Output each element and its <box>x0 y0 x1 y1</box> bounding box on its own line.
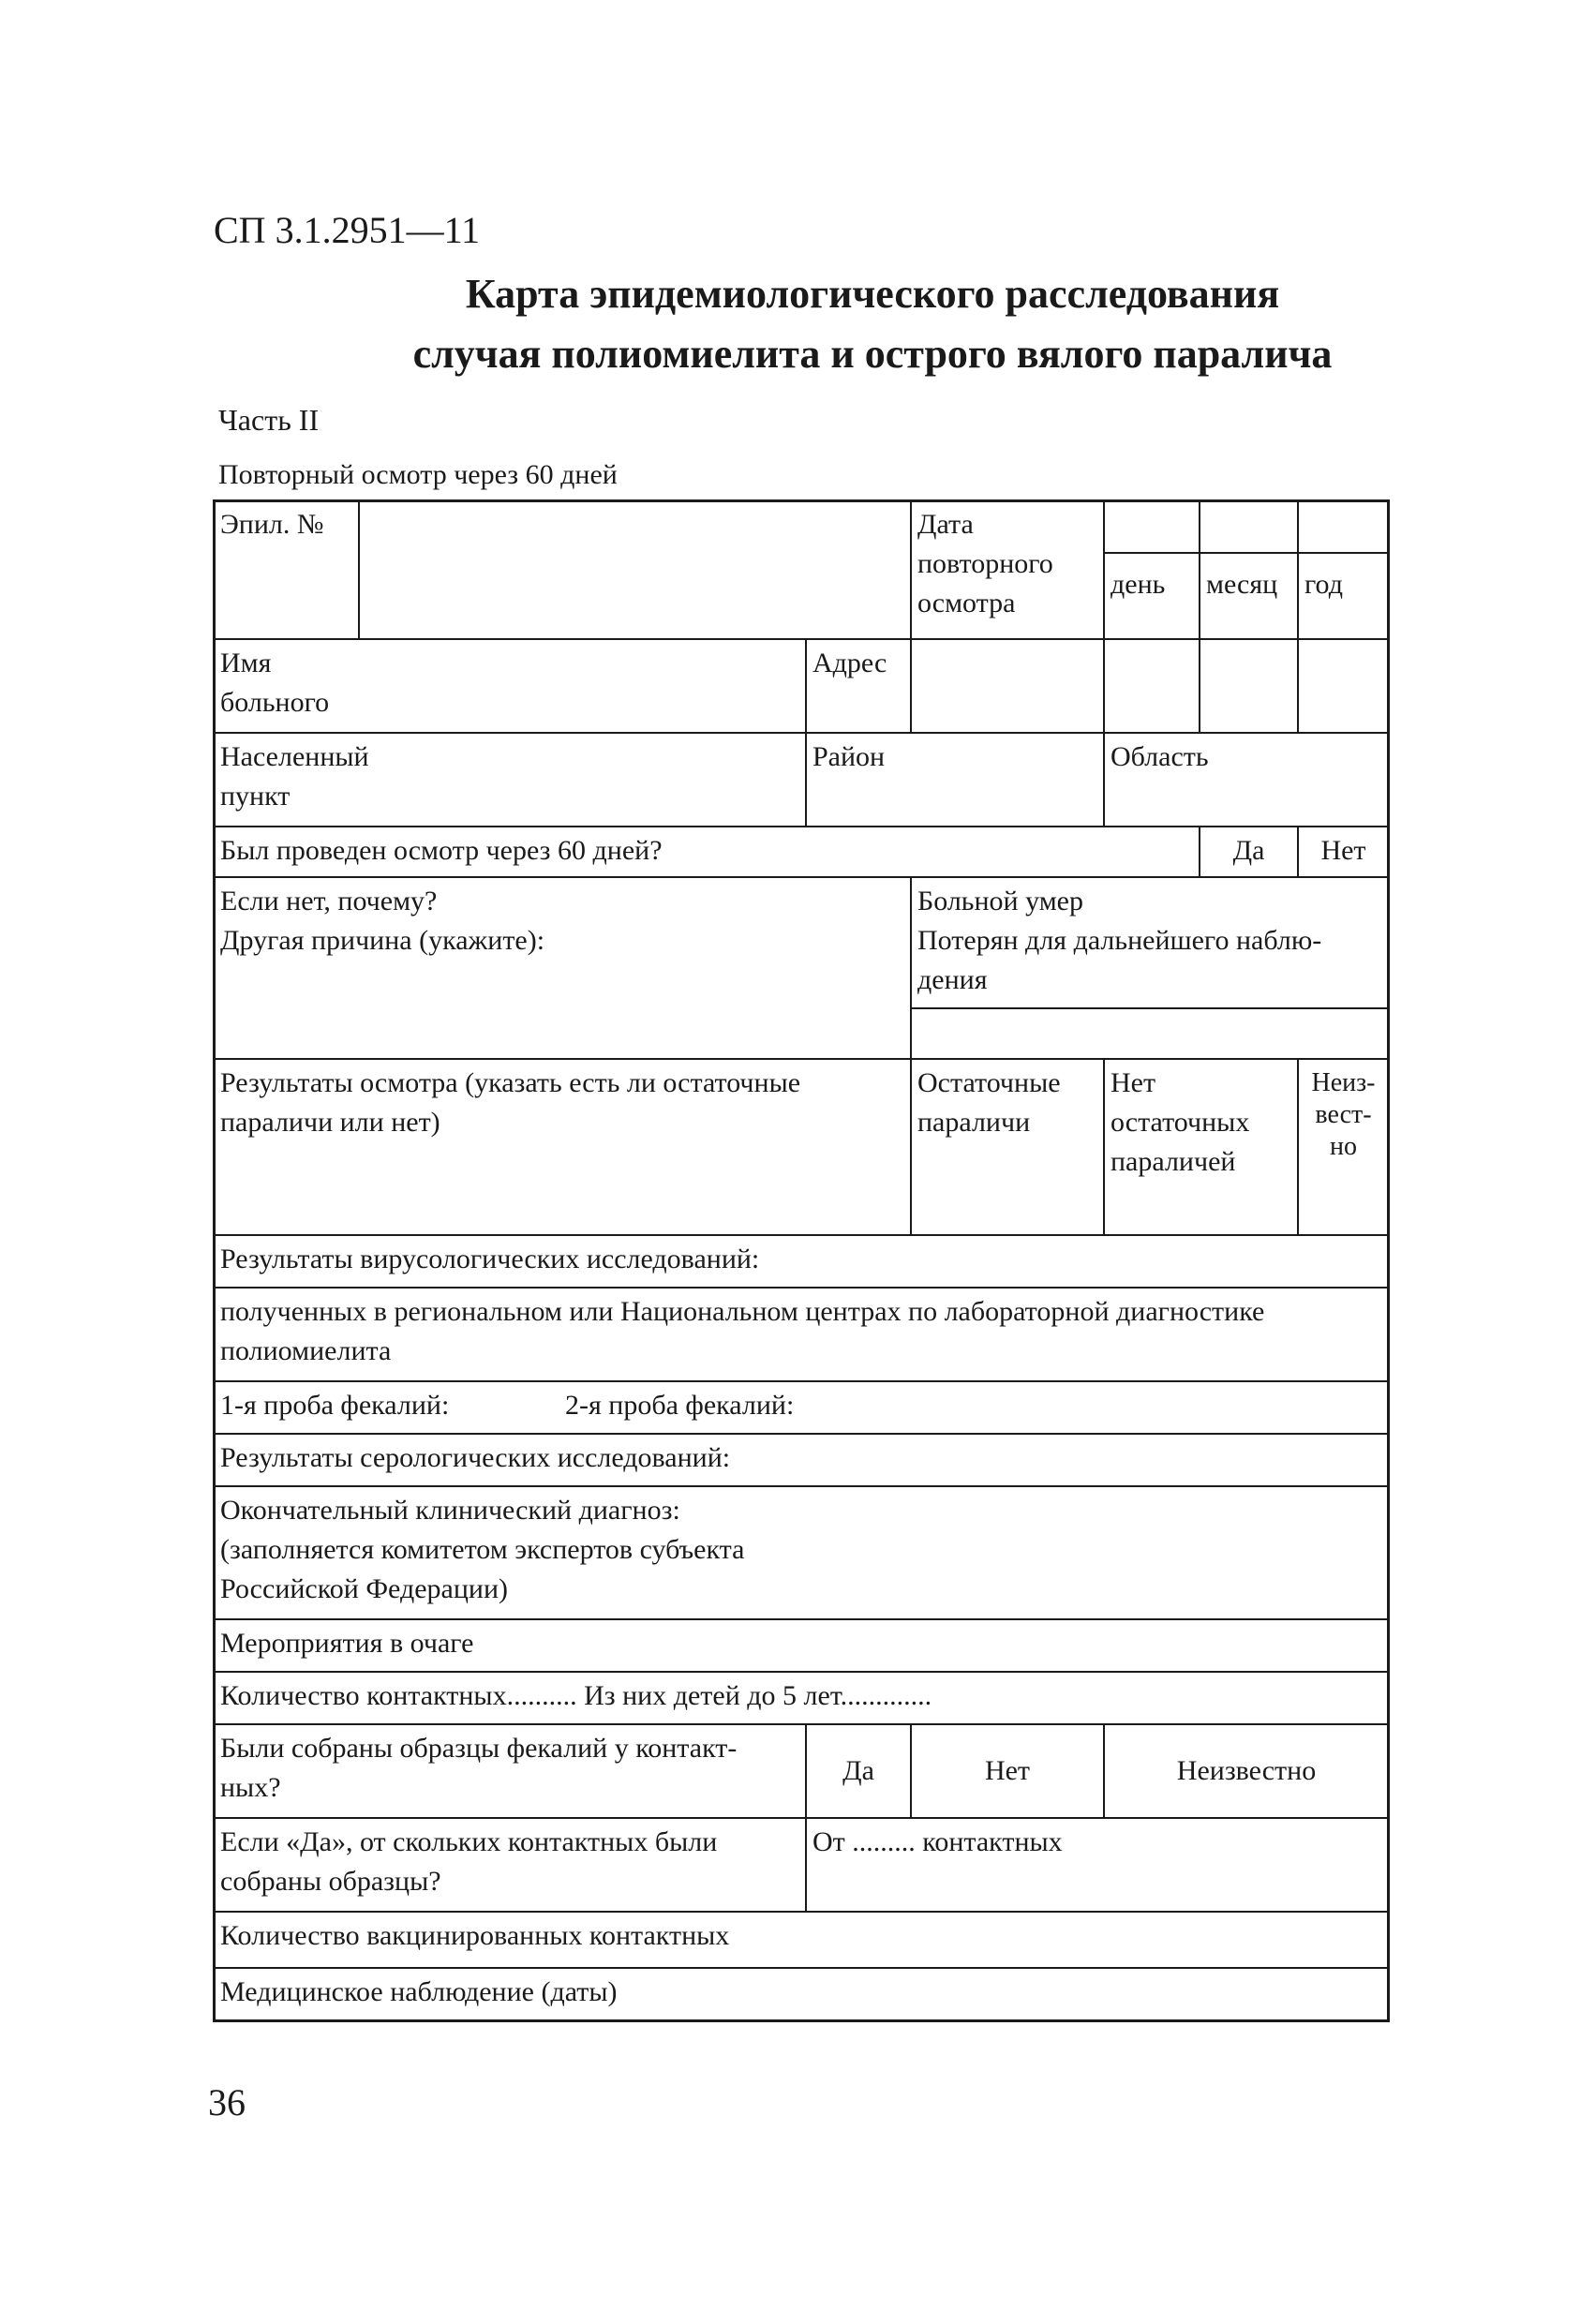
centers-row[interactable] <box>213 1287 1390 1382</box>
measures-row[interactable]: Мероприятия в очаге <box>213 1618 1390 1673</box>
option-text: Неиз- <box>1311 1068 1376 1097</box>
option-text: Нет <box>1111 1067 1156 1098</box>
date-label-line: Дата <box>917 509 974 540</box>
year-label: год <box>1297 552 1390 640</box>
option-text: параличей <box>1111 1146 1236 1177</box>
epid-label-cell <box>213 499 360 640</box>
settlement-label: Населенный <box>220 741 369 772</box>
option-text: вест- <box>1315 1100 1372 1129</box>
district-cell[interactable]: Район <box>805 732 1105 827</box>
residual-paralysis-option[interactable] <box>910 1058 1105 1236</box>
other-reason-field[interactable] <box>910 1007 1390 1060</box>
year-input[interactable] <box>1297 499 1390 554</box>
part-label: Часть II <box>218 403 320 437</box>
if-yes-question <box>213 1817 807 1913</box>
exam-done-yes[interactable]: Да <box>1199 826 1299 878</box>
month-input[interactable] <box>1199 499 1299 554</box>
date-label-line: повторного <box>917 548 1053 579</box>
address-field-3[interactable] <box>1199 638 1299 734</box>
diagnosis-text: (заполняется комитетом экспертов субъекта <box>220 1534 745 1565</box>
samples-yes[interactable]: Да <box>805 1723 912 1819</box>
diagnosis-text: Окончательный клинический диагноз: <box>220 1495 680 1526</box>
option-text: но <box>1330 1132 1357 1161</box>
observation-row[interactable]: Медицинское наблюдение (даты) <box>213 1967 1390 2022</box>
serology-row[interactable]: Результаты серологических исследований: <box>213 1433 1390 1487</box>
question-text: Были собраны образцы фекалий у контакт- <box>220 1733 738 1764</box>
patient-name-label: Имя <box>220 648 272 678</box>
diagnosis-text: Российской Федерации) <box>220 1573 509 1604</box>
virology-row: Результаты вирусологических исследований: <box>213 1234 1390 1289</box>
address-field[interactable] <box>910 638 1105 734</box>
form-table <box>213 499 1390 2022</box>
subtitle: Повторный осмотр через 60 дней <box>218 459 618 490</box>
lost-followup-option-cont: дения <box>917 964 988 995</box>
samples-unknown[interactable]: Неизвестно <box>1103 1723 1390 1819</box>
page-number: 36 <box>208 2081 246 2123</box>
address-label-cell: Адрес <box>805 638 912 734</box>
settlement-cell[interactable] <box>213 732 807 827</box>
exam-results-label: параличи или нет) <box>220 1107 440 1138</box>
vaccinated-row[interactable]: Количество вакцинированных контактных <box>213 1911 1390 1969</box>
centers-text: полиомиелита <box>220 1335 392 1366</box>
sample-1-label: 1-я проба фекалий: <box>220 1390 450 1421</box>
from-contacts-field[interactable]: От ......... контактных <box>805 1817 1390 1913</box>
unknown-option[interactable] <box>1297 1058 1390 1236</box>
fecal-samples-row[interactable] <box>213 1380 1390 1435</box>
samples-collected-question <box>213 1723 807 1819</box>
epid-label: Эпил. № <box>220 509 324 540</box>
day-input[interactable] <box>1103 499 1200 554</box>
lost-followup-option[interactable]: Потерян для дальнейшего наблю- <box>917 925 1322 956</box>
date-label-cell <box>910 499 1105 640</box>
question-text: Если «Да», от скольких контактных были <box>220 1826 718 1857</box>
option-text: Остаточные <box>917 1067 1061 1098</box>
sample-2-label: 2-я проба фекалий: <box>565 1390 795 1421</box>
if-not-label: Если нет, почему? <box>220 886 438 916</box>
no-residual-option[interactable] <box>1103 1058 1299 1236</box>
patient-name-cell[interactable] <box>213 638 807 734</box>
doc-code: СП 3.1.2951—11 <box>214 209 481 251</box>
other-reason-label: Другая причина (укажите): <box>220 925 545 956</box>
option-text: параличи <box>917 1107 1031 1138</box>
if-not-cell[interactable] <box>213 876 912 1060</box>
address-field-4[interactable] <box>1297 638 1390 734</box>
document-title <box>0 264 1595 384</box>
address-field-2[interactable] <box>1103 638 1200 734</box>
option-text: остаточных <box>1111 1107 1250 1138</box>
day-label: день <box>1103 552 1200 640</box>
question-text: ных? <box>220 1772 281 1803</box>
epid-number-field[interactable] <box>358 499 912 640</box>
question-text: собраны образцы? <box>220 1866 441 1897</box>
region-cell[interactable]: Область <box>1103 732 1390 827</box>
exam-done-question: Был проведен осмотр через 60 дней? <box>213 826 1200 878</box>
month-label: месяц <box>1199 552 1299 640</box>
centers-text: полученных в региональном или Национальном центрах по лабораторной диагностике <box>220 1296 1265 1327</box>
contacts-count-row[interactable]: Количество контактных.......... Из них детей до 5 лет............. <box>213 1671 1390 1725</box>
exam-results-cell <box>213 1058 912 1236</box>
exam-results-label: Результаты осмотра (указать есть ли остаточные <box>220 1067 801 1098</box>
title-line-2: случая полиомиелита и острого вялого паралича <box>412 331 1333 377</box>
title-line-1: Карта эпидемиологического расследования <box>465 271 1280 317</box>
date-label-line: осмотра <box>917 588 1016 618</box>
diagnosis-row[interactable] <box>213 1485 1390 1620</box>
exam-done-no[interactable]: Нет <box>1297 826 1390 878</box>
reason-options-cell[interactable] <box>910 876 1390 1009</box>
samples-no[interactable]: Нет <box>910 1723 1105 1819</box>
settlement-label: пункт <box>220 781 291 812</box>
patient-died-option[interactable]: Больной умер <box>917 886 1083 916</box>
patient-name-label: больного <box>220 687 330 718</box>
